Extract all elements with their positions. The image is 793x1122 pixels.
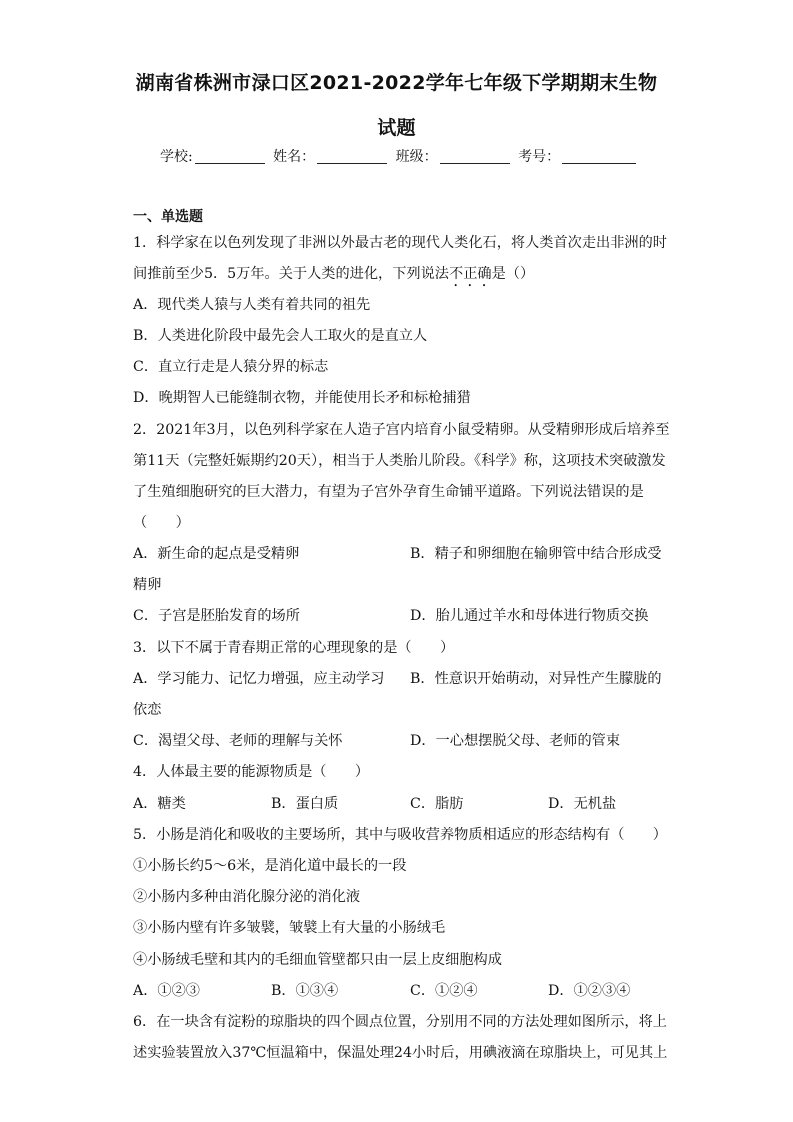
section-heading: 一、单选题 xyxy=(133,209,203,225)
school-label: 学校: xyxy=(160,149,193,165)
q2-option-a[interactable]: A．新生命的起点是受精卵 xyxy=(133,546,300,562)
q1-stem-tail: 是（） xyxy=(491,266,535,282)
q2-stem-line2: 第11天（完整妊娠期约20天），相当于人类胎儿阶段。《科学》称，这项技术突破激发 xyxy=(133,453,666,469)
q5-statement-3: ③小肠内壁有许多皱襞，皱襞上有大量的小肠绒毛 xyxy=(133,920,446,936)
exam-title-line1: 湖南省株洲市渌口区2021-2022学年七年级下学期期末生物 xyxy=(135,72,658,94)
q3-option-d[interactable]: D．一心想摆脱父母、老师的管束 xyxy=(410,733,621,749)
q2-option-b-line1[interactable]: B．精子和卵细胞在输卵管中结合形成受 xyxy=(410,546,662,562)
q3-stem: 3．以下不属于青春期正常的心理现象的是（ ） xyxy=(133,640,455,656)
q1-option-b[interactable]: B．人类进化阶段中最先会人工取火的是直立人 xyxy=(133,328,428,344)
q4-option-d[interactable]: D．无机盐 xyxy=(548,796,617,812)
student-info-row xyxy=(160,146,640,166)
class-label: 班级： xyxy=(395,149,438,165)
class-blank[interactable] xyxy=(440,149,510,164)
q2-stem-line3: 了生殖细胞研究的巨大潜力，有望为子宫外孕育生命铺平道路。下列说法错误的是 xyxy=(133,484,644,500)
q6-stem-line2: 述实验装置放入37℃恒温箱中，保温处理24小时后，用碘液滴在琼脂块上，可见其上 xyxy=(133,1045,668,1061)
name-blank[interactable] xyxy=(317,149,387,164)
q1-option-d[interactable]: D．晚期智人已能缝制衣物，并能使用长矛和标枪捕猎 xyxy=(133,390,471,406)
exam-title-line2: 试题 xyxy=(377,117,416,139)
q5-statement-2: ②小肠内多种由消化腺分泌的消化液 xyxy=(133,889,361,905)
q5-option-c[interactable]: C．①②④ xyxy=(410,983,478,999)
q1-stem-line2 xyxy=(133,264,534,290)
q5-statement-4: ④小肠绒毛壁和其内的毛细血管壁都只由一层上皮细胞构成 xyxy=(133,952,502,968)
q4-stem: 4．人体最主要的能源物质是（ ） xyxy=(133,764,370,780)
q6-stem-line1: 6．在一块含有淀粉的琼脂块的四个圆点位置，分别用不同的方法处理如图所示，将上 xyxy=(133,1014,667,1030)
q3-option-c[interactable]: C．渴望父母、老师的理解与关怀 xyxy=(133,733,343,749)
q5-statement-1: ①小肠长约5～6米，是消化道中最长的一段 xyxy=(133,858,407,874)
q3-option-b-line1[interactable]: B．性意识开始萌动，对异性产生朦胧的 xyxy=(410,671,662,687)
q5-stem: 5．小肠是消化和吸收的主要场所，其中与吸收营养物质相适应的形态结构有（ ） xyxy=(133,827,667,843)
q3-option-a[interactable]: A．学习能力、记忆力增强，应主动学习 xyxy=(133,671,385,687)
q4-option-b[interactable]: B．蛋白质 xyxy=(271,796,339,812)
q3-option-b-line2[interactable]: 依恋 xyxy=(133,702,162,718)
q4-option-c[interactable]: C．脂肪 xyxy=(410,796,464,812)
q1-stem-text: 间推前至少5．5万年。关于人类的进化，下列说法 xyxy=(133,266,449,282)
q4-option-a[interactable]: A．糖类 xyxy=(133,796,186,812)
q1-option-a[interactable]: A．现代类人猿与人类有着共同的祖先 xyxy=(133,297,371,313)
q2-option-d[interactable]: D．胎儿通过羊水和母体进行物质交换 xyxy=(410,608,649,624)
q5-option-a[interactable]: A．①②③ xyxy=(133,983,200,999)
q5-option-b[interactable]: B．①③④ xyxy=(271,983,339,999)
q1-option-c[interactable]: C．直立行走是人猿分界的标志 xyxy=(133,359,329,375)
q2-stem-line4: （ ） xyxy=(133,515,190,531)
q5-option-d[interactable]: D．①②③④ xyxy=(548,983,631,999)
exam-no-label: 考号： xyxy=(518,149,561,165)
q2-option-b-line2[interactable]: 精卵 xyxy=(133,577,162,593)
school-blank[interactable] xyxy=(195,149,265,164)
q1-emphasis-text: 不正确 xyxy=(449,266,492,282)
q1-stem-line1: 1．科学家在以色列发现了非洲以外最古老的现代人类化石，将人类首次走出非洲的时 xyxy=(133,235,667,251)
q2-stem-line1: 2．2021年3月，以色列科学家在人造子宫内培育小鼠受精卵。从受精卵形成后培养至 xyxy=(133,422,670,438)
q2-option-c[interactable]: C．子宫是胚胎发育的场所 xyxy=(133,608,300,624)
name-label: 姓名： xyxy=(273,149,316,165)
exam-no-blank[interactable] xyxy=(562,149,636,164)
